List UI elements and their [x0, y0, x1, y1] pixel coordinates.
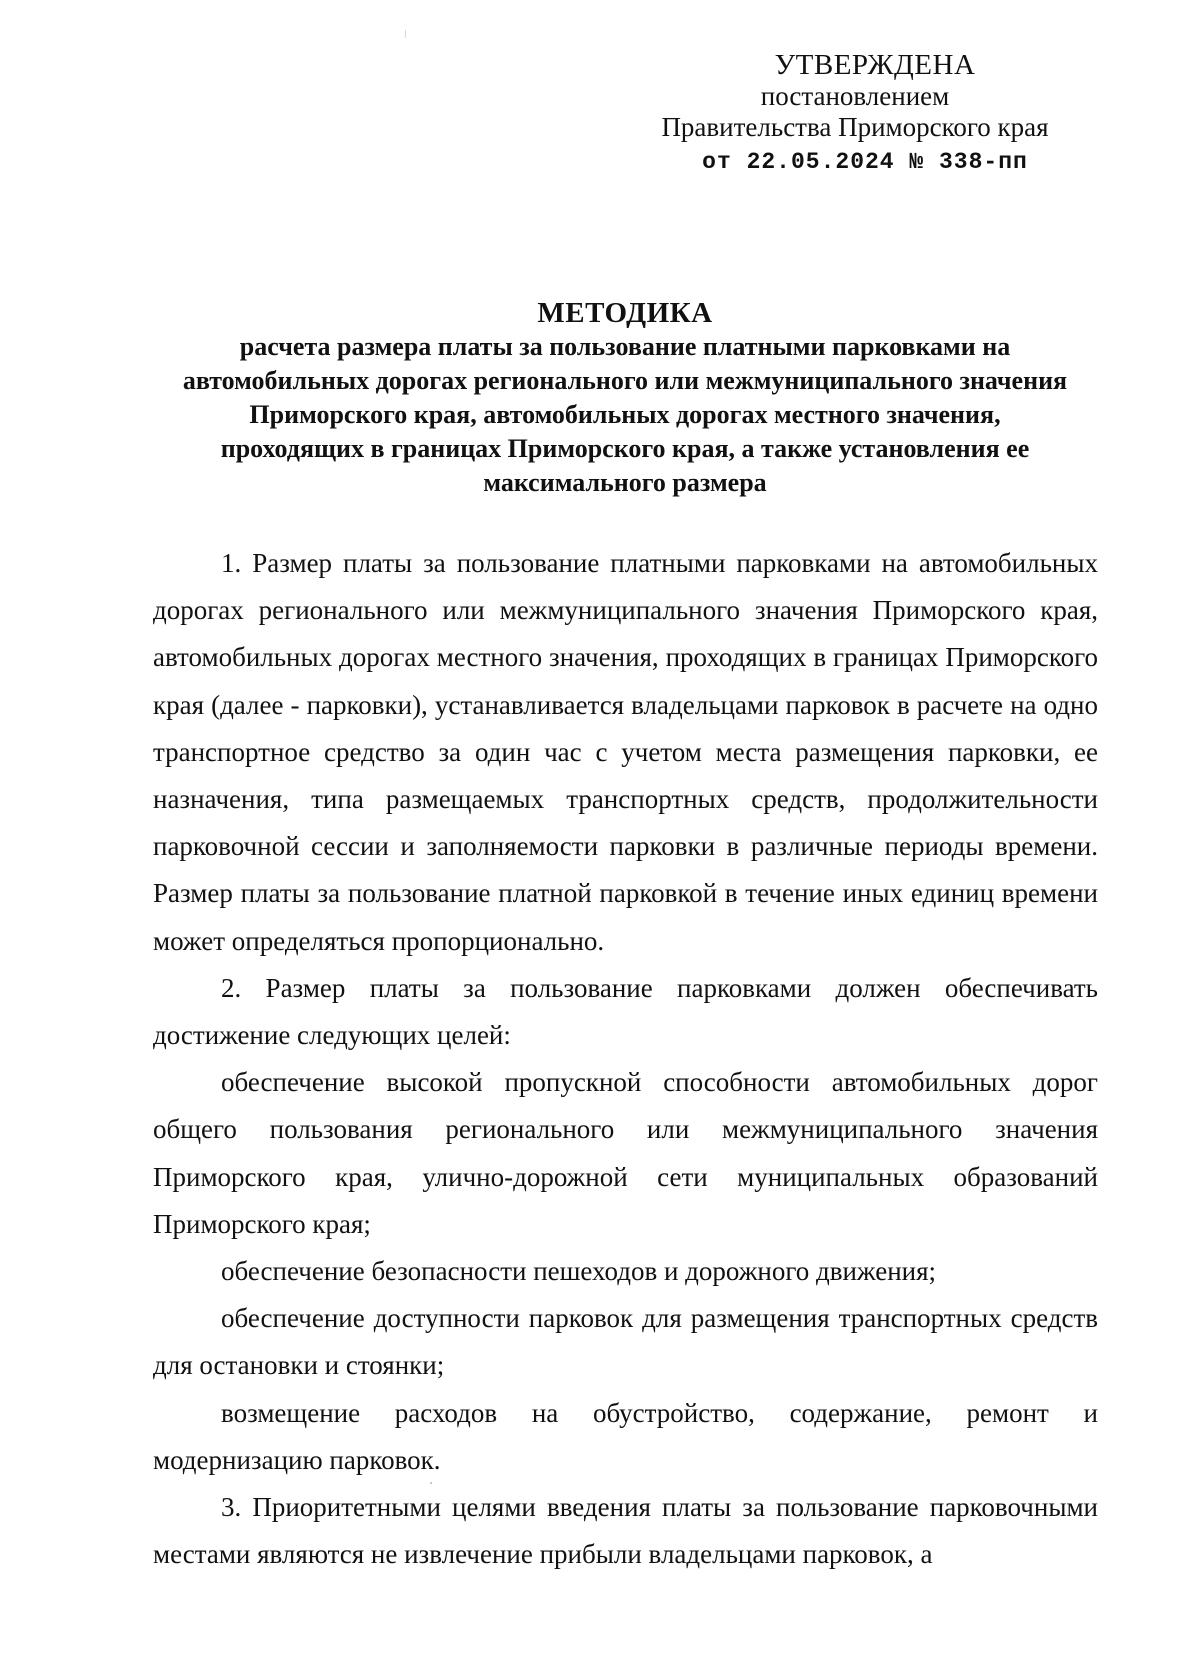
- approval-heading: УТВЕРЖДЕНА: [774, 49, 976, 81]
- document-subtitle-line: проходящих в границах Приморского края, а также установления ее: [220, 434, 1030, 463]
- approval-line-resolution: постановлением: [760, 81, 950, 111]
- approval-date-number: от 22.05.2024 № 338-пп: [702, 149, 1028, 175]
- goal-item-safety: обеспечение безопасности пешеходов и дорожного движения;: [221, 1256, 937, 1287]
- paragraph-2: 2. Размер платы за пользование парковками должен обеспечивать достижение следующих целей:: [153, 972, 1098, 1051]
- scan-mark: [405, 30, 406, 38]
- approval-line-government: Правительства Приморского края: [661, 112, 1049, 142]
- document-title-block: [150, 296, 1100, 500]
- document-subtitle-line: расчета размера платы за пользование платными парковками на: [239, 332, 1011, 361]
- goal-item-throughput: обеспечение высокой пропускной способности автомобильных дорог общего пользования регионального или межмуниципального значения Приморского края, улично-дорожной сети муниципальных образований Приморского края;: [153, 1067, 1098, 1239]
- document-subtitle-line: автомобильных дорогах регионального или межмуниципального значения: [182, 366, 1068, 395]
- goal-item-availability: обеспечение доступности парковок для размещения транспортных средств для остановки и стоянки;: [153, 1303, 1098, 1381]
- document-body: [153, 540, 1098, 1578]
- approval-stamp-block: [640, 50, 1070, 178]
- paragraph-3: 3. Приоритетными целями введения платы за пользование парковочными местами являются не извлечение прибыли владельцами парковок, а: [153, 1492, 1098, 1570]
- document-title: МЕТОДИКА: [537, 297, 713, 329]
- goal-item-cost-recovery: возмещение расходов на обустройство, содержание, ремонт и модернизацию парковок.: [153, 1397, 1098, 1475]
- document-subtitle-line: максимального размера: [483, 468, 767, 497]
- paragraph-1: 1. Размер платы за пользование платными парковками на автомобильных дорогах регионального или межмуниципального значения Приморского края, автомобильных дорогах местного значения, проходящих в границах Приморского края (далее - парковки), устанавливается владельцами парковок в расчете на одно транспортное средство за один час с учетом места размещения парковки, ее назначения, типа размещаемых транспортных средств, продолжительности парковочной сессии и заполняемости парковки в различные периоды времени. Размер платы за пользование платной парковкой в течение иных единиц времени может определяться пропорционально.: [153, 548, 1098, 956]
- document-subtitle-line: Приморского края, автомобильных дорогах местного значения,: [249, 400, 1001, 429]
